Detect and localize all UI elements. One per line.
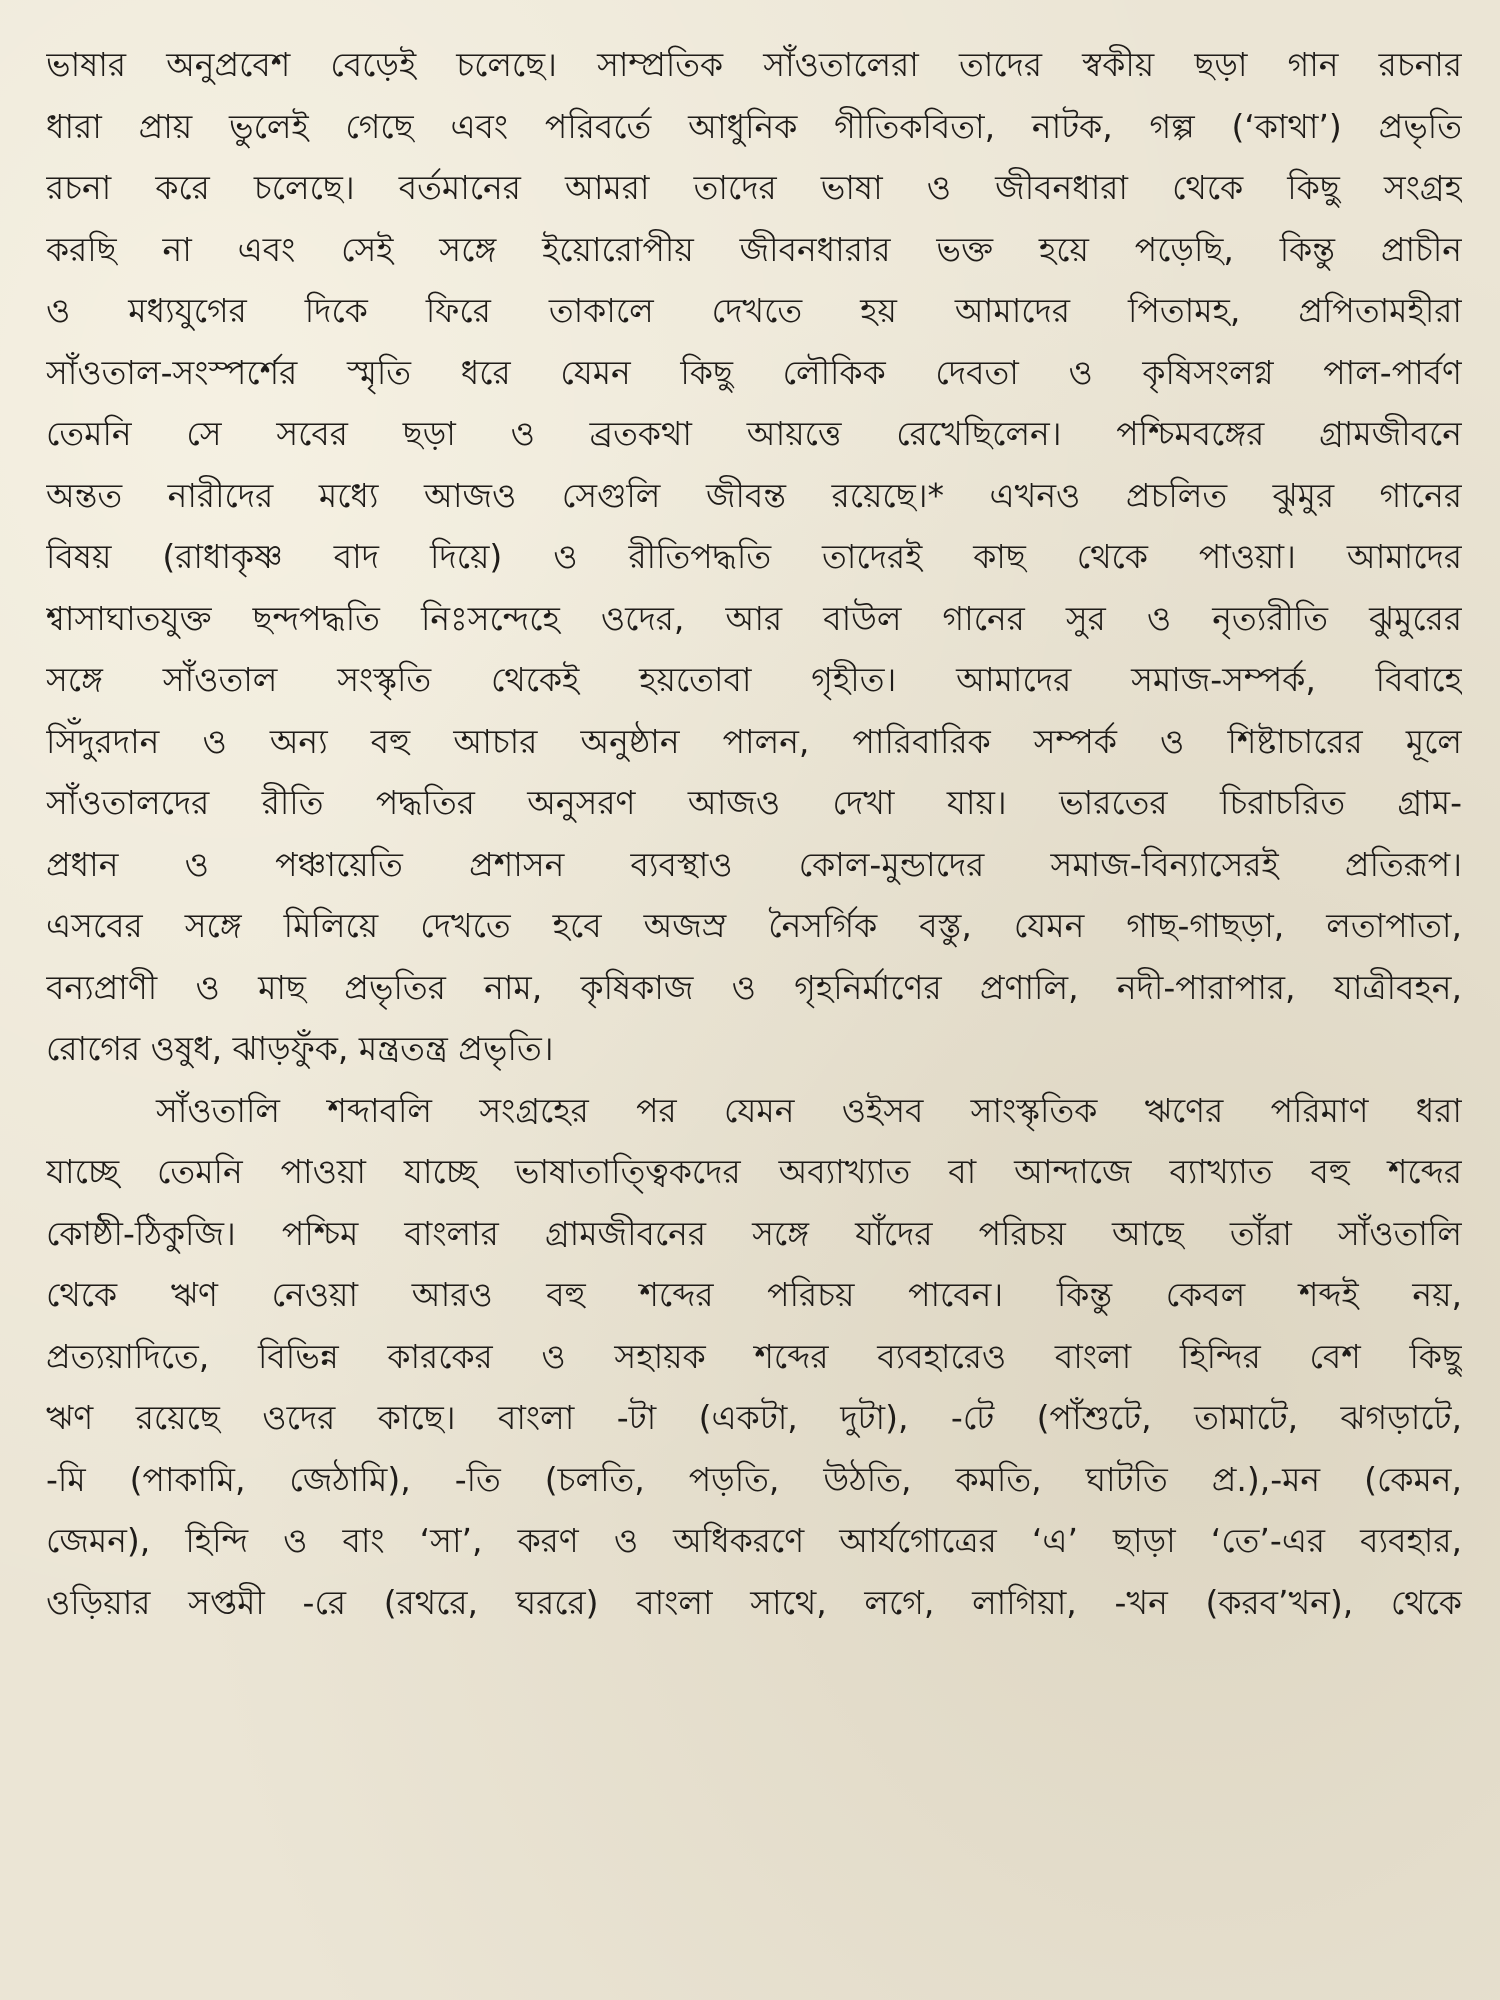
- text-line: এসবের সঙ্গে মিলিয়ে দেখতে হবে অজস্র নৈসর্গিক বস্তু, যেমন গাছ-গাছড়া, লতাপাতা,: [46, 906, 1462, 945]
- text-line: তেমনি সে সবের ছড়া ও ব্রতকথা আয়ত্তে রেখেছিলেন। পশ্চিমবঙ্গের গ্রামজীবনে: [46, 414, 1462, 453]
- text-line: সাঁওতাল-সংস্পর্শের স্মৃতি ধরে যেমন কিছু লৌকিক দেবতা ও কৃষিসংলগ্ন পাল-পার্বণ: [46, 352, 1462, 392]
- text-line: ও মধ্যযুগের দিকে ফিরে তাকালে দেখতে হয় আমাদের পিতামহ, প্রপিতামহীরা: [46, 291, 1462, 330]
- text-line: -মি (পাকামি, জেঠামি), -তি (চলতি, পড়তি, উঠতি, কমতি, ঘাটতি প্র.),-মন (কেমন,: [46, 1459, 1462, 1499]
- text-line: থেকে ঋণ নেওয়া আরও বহু শব্দের পরিচয় পাবেন। কিন্তু কেবল শব্দই নয়,: [46, 1275, 1462, 1314]
- text-line: শ্বাসাঘাতযুক্ত ছন্দপদ্ধতি নিঃসন্দেহে ওদের, আর বাউল গানের সুর ও নৃত্যরীতি ঝুমুরের: [46, 598, 1462, 638]
- text-line: সঙ্গে সাঁওতাল সংস্কৃতি থেকেই হয়তোবা গৃহীত। আমাদের সমাজ-সম্পর্ক, বিবাহে: [46, 660, 1462, 699]
- paragraph-1: [46, 34, 1462, 1080]
- text-line: প্রত্যয়াদিতে, বিভিন্ন কারকের ও সহায়ক শব্দের ব্যবহারেও বাংলা হিন্দির বেশ কিছু: [46, 1336, 1462, 1376]
- text-line: রচনা করে চলেছে। বর্তমানের আমরা তাদের ভাষা ও জীবনধারা থেকে কিছু সংগ্রহ: [46, 168, 1462, 207]
- text-line: বন্যপ্রাণী ও মাছ প্রভৃতির নাম, কৃষিকাজ ও গৃহনির্মাণের প্রণালি, নদী-পারাপার, যাত্রীবহন,: [46, 967, 1462, 1007]
- text-line: অন্তত নারীদের মধ্যে আজও সেগুলি জীবন্ত রয়েছে।* এখনও প্রচলিত ঝুমুর গানের: [46, 475, 1462, 515]
- paragraph-2: [46, 1080, 1462, 1634]
- text-line: করছি না এবং সেই সঙ্গে ইয়োরোপীয় জীবনধারার ভক্ত হয়ে পড়েছি, কিন্তু প্রাচীন: [46, 229, 1462, 269]
- text-line: সাঁওতালদের রীতি পদ্ধতির অনুসরণ আজও দেখা যায়। ভারতের চিরাচরিত গ্রাম-: [46, 783, 1462, 822]
- text-line: জেমন), হিন্দি ও বাং ‘সা’, করণ ও অধিকরণে আর্যগোত্রের ‘এ’ ছাড়া ‘তে’-এর ব্যবহার,: [46, 1521, 1462, 1560]
- text-line: ঋণ রয়েছে ওদের কাছে। বাংলা -টা (একটা, দুটা), -টে (পাঁশুটে, তামাটে, ঝগড়াটে,: [46, 1398, 1462, 1437]
- text-line: কোষ্ঠী-ঠিকুজি। পশ্চিম বাংলার গ্রামজীবনের সঙ্গে যাঁদের পরিচয় আছে তাঁরা সাঁওতালি: [46, 1213, 1462, 1253]
- text-line: সাঁওতালি শব্দাবলি সংগ্রহের পর যেমন ওইসব সাংস্কৃতিক ঋণের পরিমাণ ধরা: [156, 1090, 1462, 1130]
- text-line: বিষয় (রাধাকৃষ্ণ বাদ দিয়ে) ও রীতিপদ্ধতি তাদেরই কাছ থেকে পাওয়া। আমাদের: [46, 537, 1462, 576]
- text-body: [46, 34, 1462, 1633]
- text-line: ওড়িয়ার সপ্তমী -রে (রথরে, ঘররে) বাংলা সাথে, লগে, লাগিয়া, -খন (করব’খন), থেকে: [46, 1582, 1462, 1622]
- text-line: যাচ্ছে তেমনি পাওয়া যাচ্ছে ভাষাতাত্ত্বিকদের অব্যাখ্যাত বা আন্দাজে ব্যাখ্যাত বহু শব্দের: [46, 1152, 1462, 1191]
- text-line: ভাষার অনুপ্রবেশ বেড়েই চলেছে। সাম্প্রতিক সাঁওতালেরা তাদের স্বকীয় ছড়া গান রচনার: [46, 45, 1462, 84]
- text-line: সিঁদুরদান ও অন্য বহু আচার অনুষ্ঠান পালন, পারিবারিক সম্পর্ক ও শিষ্টাচারের মূলে: [46, 721, 1462, 761]
- text-line: রোগের ওষুধ, ঝাড়ফুঁক, মন্ত্রতন্ত্র প্রভৃতি।: [46, 1029, 554, 1068]
- text-line: ধারা প্রায় ভুলেই গেছে এবং পরিবর্তে আধুনিক গীতিকবিতা, নাটক, গল্প (‘কাথা’) প্রভৃতি: [46, 106, 1462, 146]
- text-line: প্রধান ও পঞ্চায়েতি প্রশাসন ব্যবস্থাও কোল-মুন্ডাদের সমাজ-বিন্যাসেরই প্রতিরূপ।: [46, 844, 1462, 884]
